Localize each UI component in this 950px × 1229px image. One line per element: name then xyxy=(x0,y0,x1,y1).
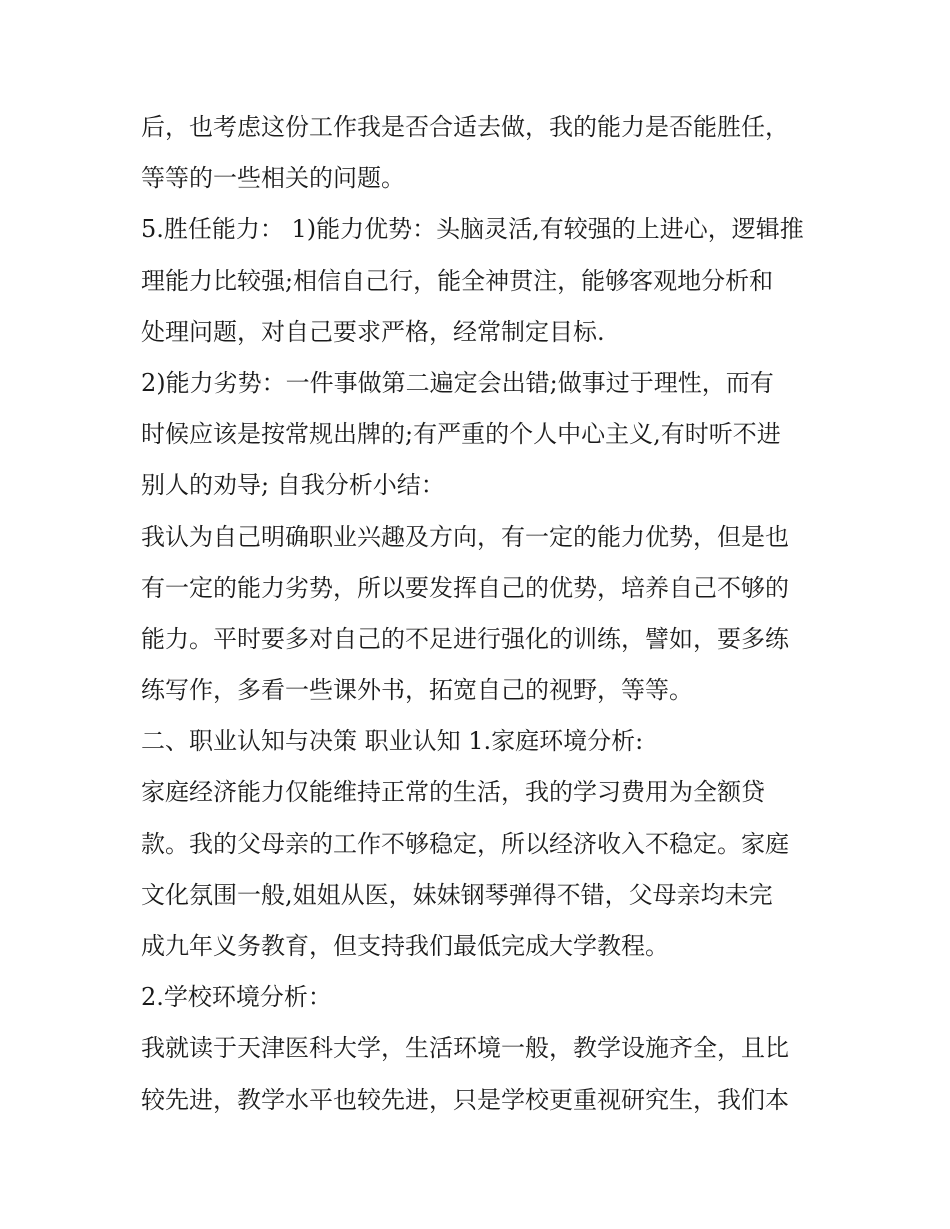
text-line: 处理问题，对自己要求严格，经常制定目标. xyxy=(141,317,605,346)
text-line: 时候应该是按常规出牌的;有严重的个人中心主义,有时听不进 xyxy=(141,420,781,449)
text-line: 2.学校环境分析： xyxy=(141,983,332,1012)
text-line: 等等的一些相关的问题。 xyxy=(141,164,405,193)
text-line: 我就读于天津医科大学，生活环境一般，教学设施齐全，且比 xyxy=(141,1034,789,1063)
text-line: 理能力比较强;相信自己行，能全神贯注，能够客观地分析和 xyxy=(141,266,774,295)
text-line: 较先进，教学水平也较先进，只是学校更重视研究生，我们本 xyxy=(141,1085,789,1114)
text-line: 我认为自己明确职业兴趣及方向，有一定的能力优势，但是也 xyxy=(141,522,789,551)
text-line: 5.胜任能力： 1)能力优势：头脑灵活,有较强的上进心，逻辑推 xyxy=(141,215,804,244)
text-line: 别人的劝导; 自我分析小结： xyxy=(141,471,445,500)
body-text xyxy=(141,102,821,1126)
text-line: 文化氛围一般,姐姐从医，妹妹钢琴弹得不错，父母亲均未完 xyxy=(141,880,773,909)
text-line: 能力。平时要多对自己的不足进行强化的训练，譬如，要多练 xyxy=(141,624,789,653)
text-line: 二、职业认知与决策 职业认知 1.家庭环境分析: xyxy=(141,727,644,756)
text-line: 2)能力劣势：一件事做第二遍定会出错;做事过于理性，而有 xyxy=(141,368,774,397)
text-line: 后，也考虑这份工作我是否合适去做，我的能力是否能胜任， xyxy=(141,113,789,141)
text-line: 有一定的能力劣势，所以要发挥自己的优势，培养自己不够的 xyxy=(141,573,789,602)
text-line: 家庭经济能力仅能维持正常的生活，我的学习费用为全额贷 xyxy=(141,778,765,807)
text-line: 款。我的父母亲的工作不够稳定，所以经济收入不稳定。家庭 xyxy=(141,829,789,858)
text-line: 练写作，多看一些课外书，拓宽自己的视野，等等。 xyxy=(141,676,693,705)
text-line: 成九年义务教育，但支持我们最低完成大学教程。 xyxy=(141,932,669,960)
